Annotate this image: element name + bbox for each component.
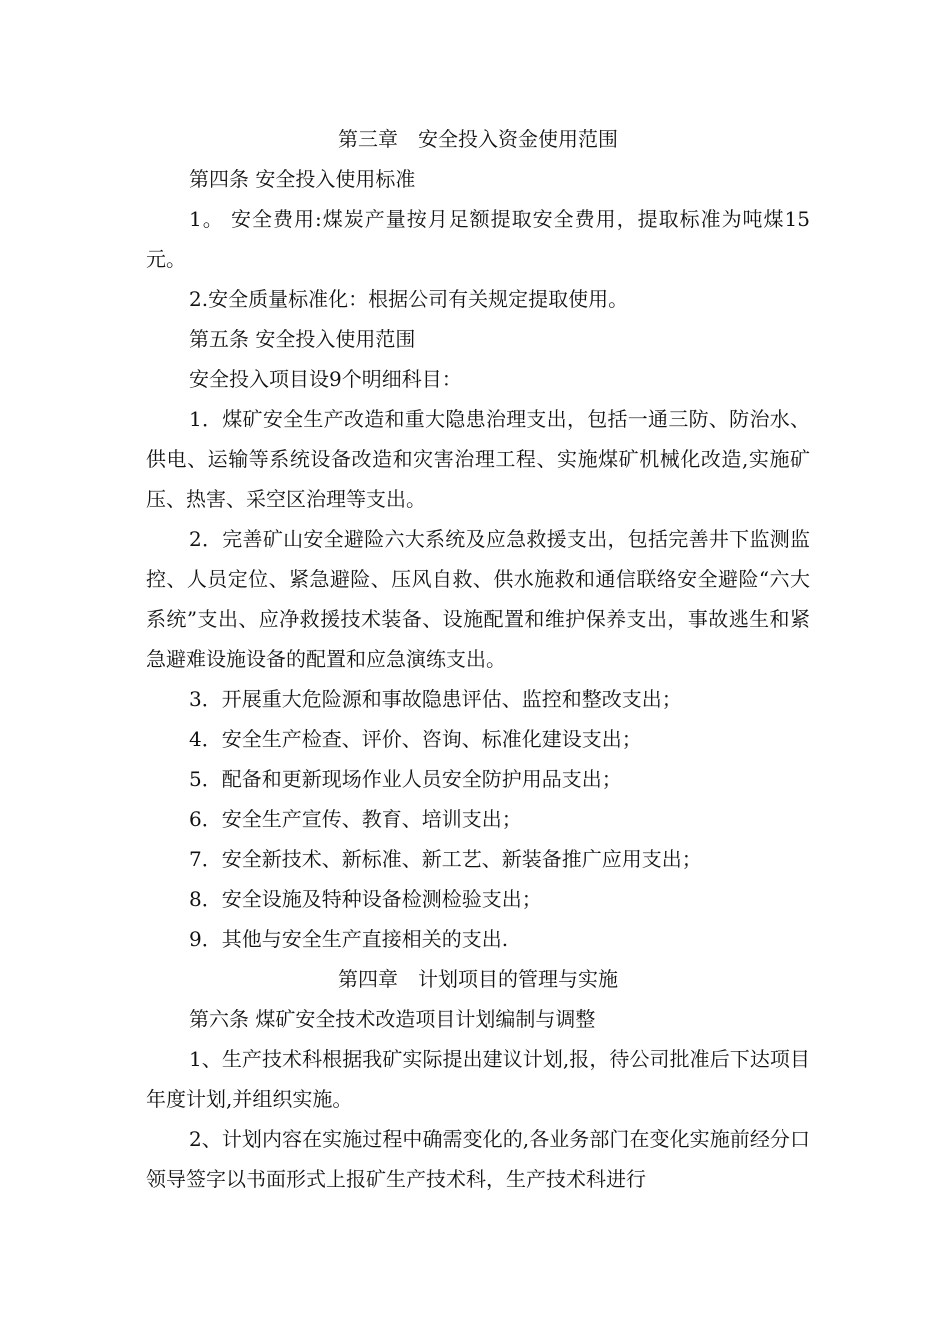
article-5-item-2: 2．完善矿山安全避险六大系统及应急救援支出，包括完善井下监测监控、人员定位、紧急避险、压风自救、供水施救和通信联络安全避险“六大系统”支出、应净救援技术装备、设施配置和维护保养支出，事故逃生和紧急避难设施设备的配置和应急演练支出。 [146, 527, 810, 671]
article-4-heading: 第四条 安全投入使用标准 [189, 167, 416, 191]
article-5-item-3: 3．开展重大危险源和事故隐患评估、监控和整改支出； [189, 687, 682, 711]
article-5-item-1: 1．煤矿安全生产改造和重大隐患治理支出，包括一通三防、防治水、供电、运输等系统设备改造和灾害治理工程、实施煤矿机械化改造,实施矿压、热害、采空区治理等支出。 [146, 407, 810, 511]
article-5-item-7: 7．安全新技术、新标准、新工艺、新装备推广应用支出； [189, 847, 702, 871]
article-5-item-9: 9．其他与安全生产直接相关的支出. [189, 927, 509, 951]
article-5-item-8: 8．安全设施及特种设备检测检验支出； [189, 887, 542, 911]
chapter-4-heading: 第四章 计划项目的管理与实施 [338, 967, 618, 991]
article-5-item-6: 6．安全生产宣传、教育、培训支出； [189, 807, 522, 831]
article-5-intro: 安全投入项目设9个明细科目： [189, 367, 462, 391]
document-body [146, 119, 810, 1199]
article-6-item-1: 1、生产技术科根据我矿实际提出建议计划,报，待公司批准后下达项目年度计划,并组织实施。 [146, 1047, 810, 1111]
article-5-heading: 第五条 安全投入使用范围 [189, 327, 416, 351]
article-4-item-1: 1。 安全费用:煤炭产量按月足额提取安全费用，提取标准为吨煤15元。 [146, 207, 810, 271]
article-4-item-2: 2.安全质量标准化：根据公司有关规定提取使用。 [189, 287, 629, 311]
article-5-item-5: 5．配备和更新现场作业人员安全防护用品支出； [189, 767, 622, 791]
chapter-3-heading: 第三章 安全投入资金使用范围 [338, 127, 618, 151]
article-5-item-4: 4．安全生产检查、评价、咨询、标准化建设支出； [189, 727, 642, 751]
article-6-heading: 第六条 煤矿安全技术改造项目计划编制与调整 [189, 1007, 596, 1031]
article-6-item-2: 2、计划内容在实施过程中确需变化的,各业务部门在变化实施前经分口领导签字以书面形式上报矿生产技术科，生产技术科进行 [146, 1127, 810, 1191]
